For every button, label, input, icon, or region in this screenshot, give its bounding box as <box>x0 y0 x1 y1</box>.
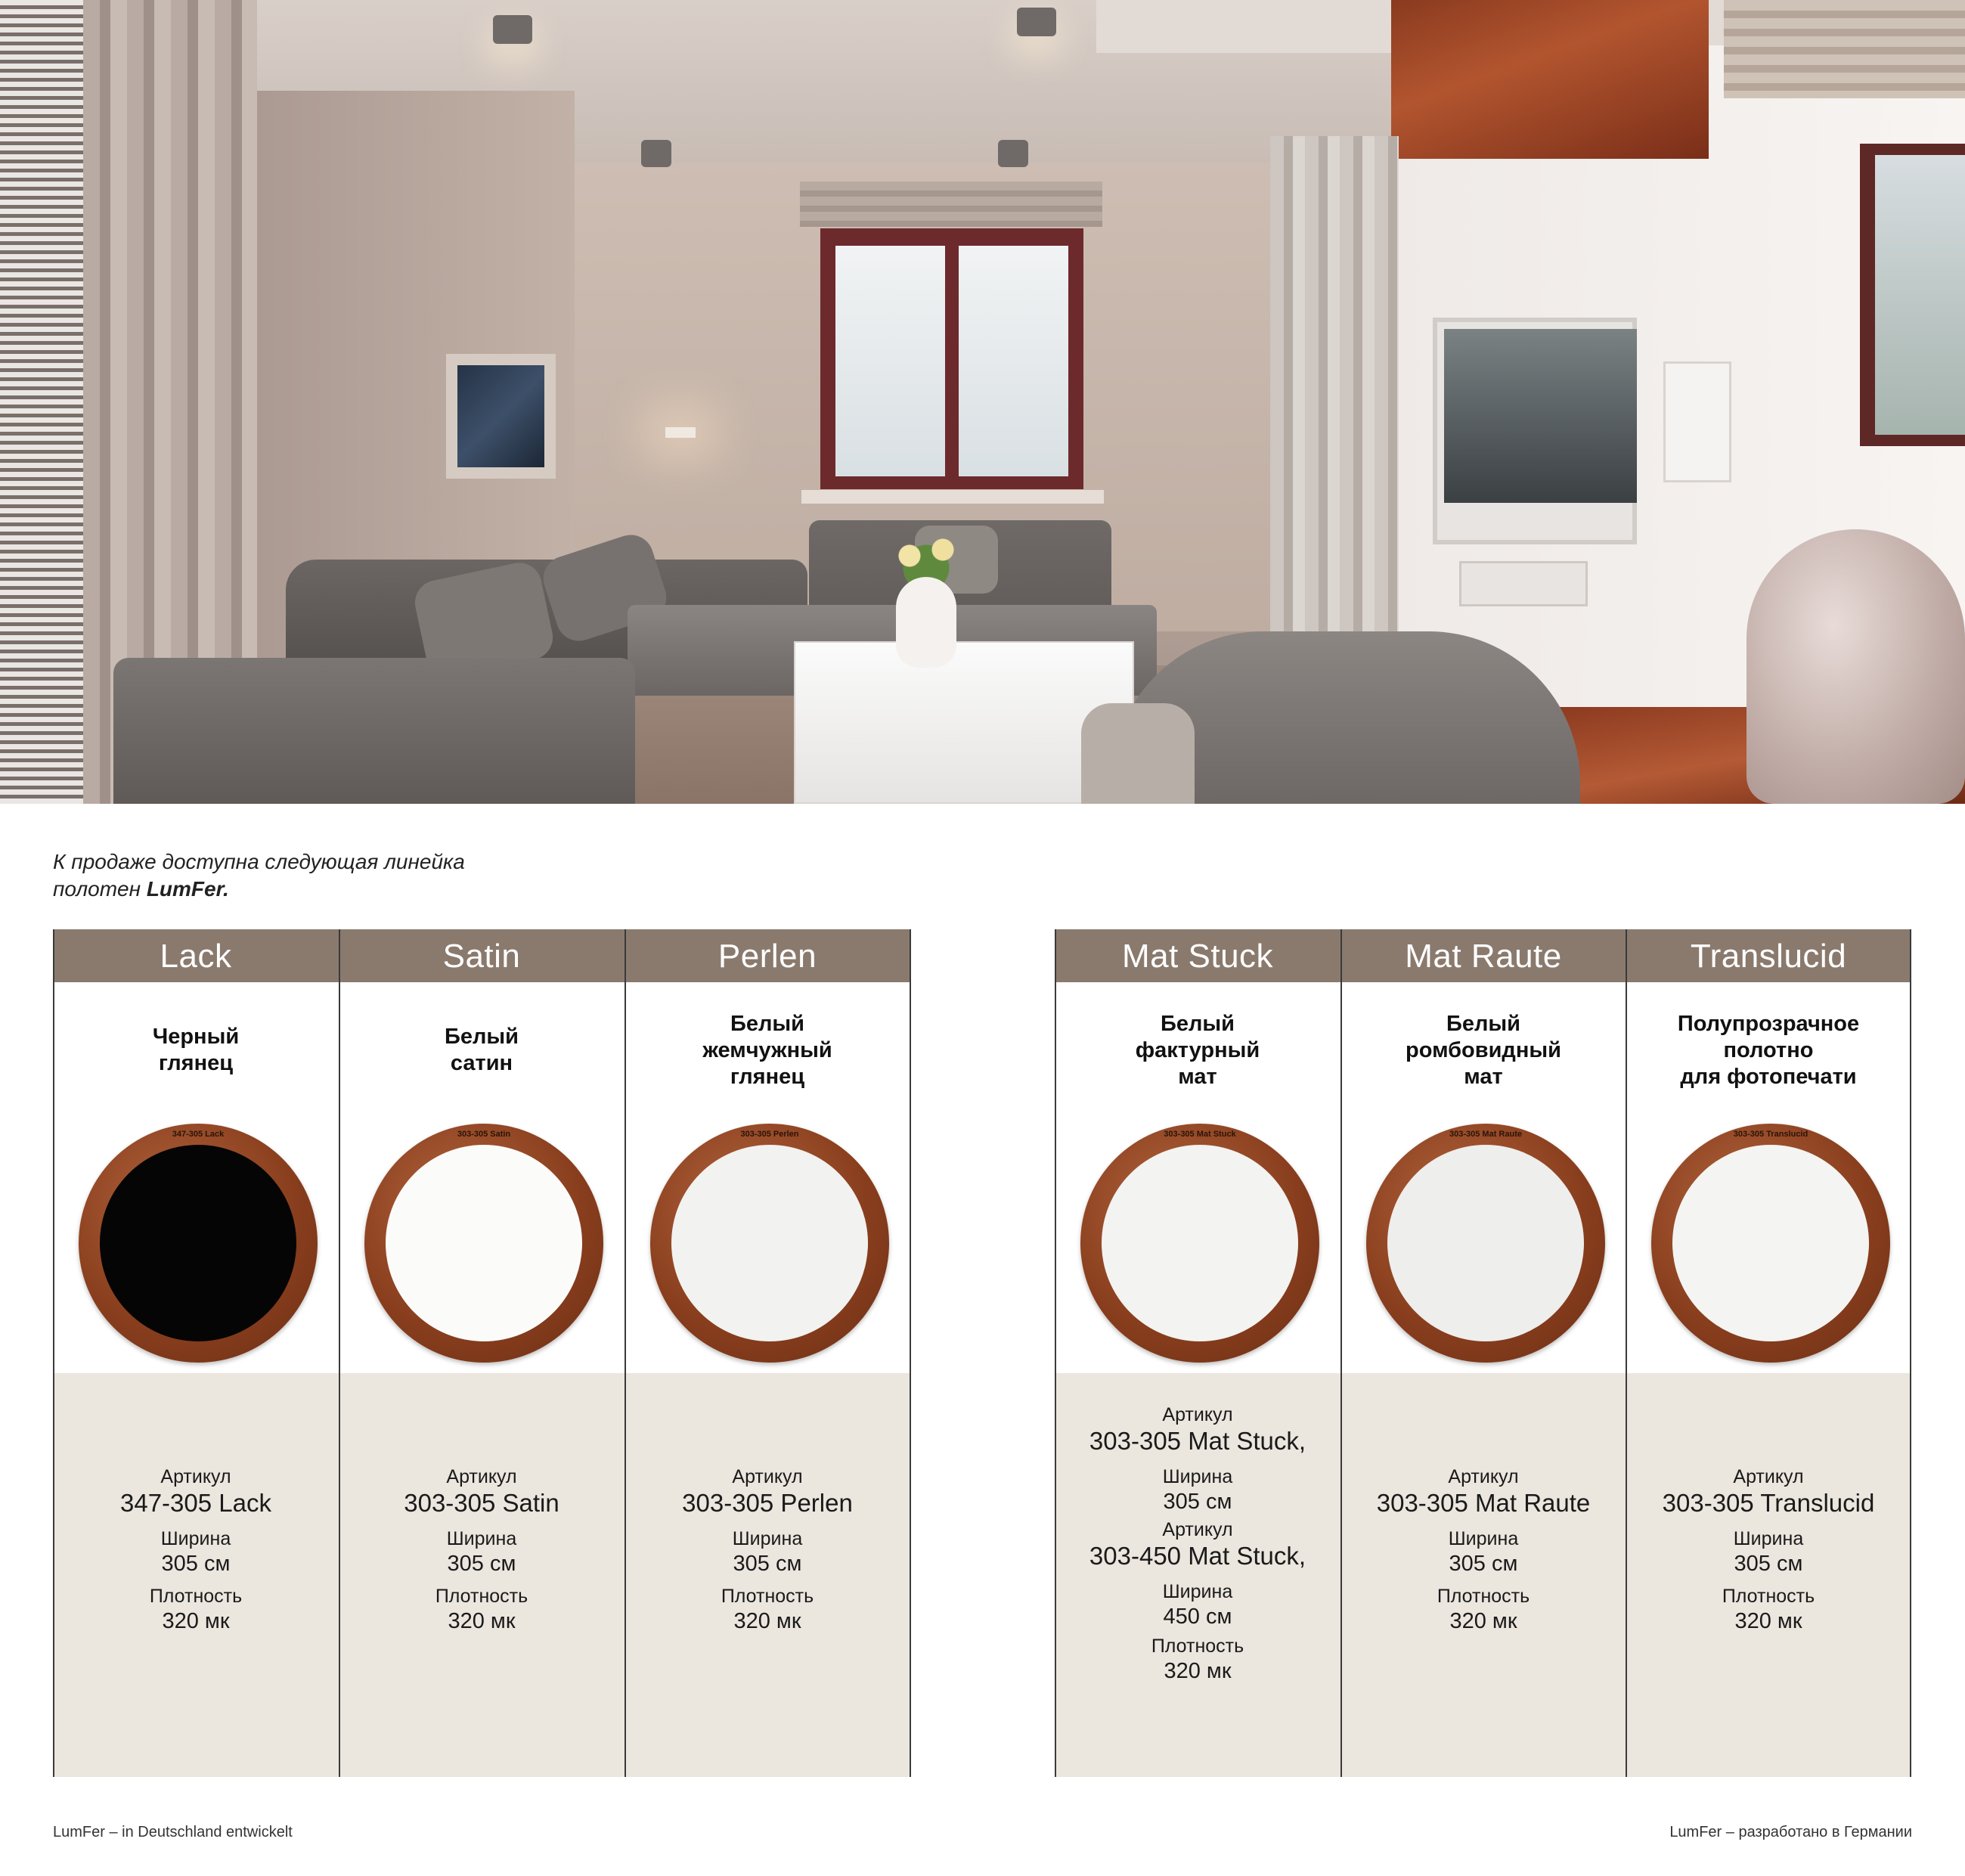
disc-code: 303-305 Perlen <box>740 1130 799 1139</box>
width-label: Ширина <box>446 1528 517 1549</box>
density-label: Плотность <box>149 1586 243 1607</box>
product-body <box>1055 982 1340 1373</box>
product-specs <box>339 1373 625 1777</box>
article-label: Артикул <box>1733 1466 1804 1487</box>
sample-disc <box>79 1124 318 1363</box>
sample-disc <box>1366 1124 1605 1363</box>
width-label: Ширина <box>1448 1528 1519 1549</box>
article-label: Артикул <box>1448 1466 1519 1487</box>
back-window-pane-right <box>959 246 1068 476</box>
width-value: 305 см <box>1734 1552 1803 1576</box>
back-window-pane-left <box>835 246 945 476</box>
disc-code: 347-305 Lack <box>172 1130 225 1139</box>
article-value: 303-305 Mat Stuck, <box>1089 1427 1306 1455</box>
density-value: 320 мк <box>733 1609 801 1633</box>
disc-surface <box>1102 1145 1298 1341</box>
width-label-2: Ширина <box>1162 1581 1233 1602</box>
wall-sconce <box>665 427 696 438</box>
intro-line-2 <box>53 876 733 903</box>
spec-block <box>339 1465 625 1635</box>
disc-code: 303-305 Mat Stuck <box>1164 1130 1236 1139</box>
article-value: 303-305 Satin <box>404 1489 559 1517</box>
small-vase <box>896 577 956 668</box>
article-value: 303-305 Mat Raute <box>1376 1489 1591 1517</box>
right-window-pane <box>1875 155 1965 435</box>
product-description: Черный глянец <box>152 1025 240 1075</box>
density-value: 320 мк <box>1164 1659 1232 1683</box>
width-value: 305 см <box>1449 1552 1518 1576</box>
density-label: Плотность <box>1151 1636 1244 1657</box>
article-label: Артикул <box>160 1466 231 1487</box>
article-value: 303-305 Translucid <box>1662 1489 1875 1517</box>
product-description: Белый фактурный мат <box>1135 1012 1260 1089</box>
product-name: Mat Stuck <box>1055 929 1340 982</box>
product-specs <box>53 1373 339 1777</box>
density-label: Плотность <box>721 1586 814 1607</box>
column-divider <box>1910 929 1911 1777</box>
density-value: 320 мк <box>448 1609 516 1633</box>
disc-surface <box>671 1145 868 1341</box>
article-label-2: Артикул <box>1162 1519 1233 1540</box>
article-value: 303-305 Perlen <box>682 1489 853 1517</box>
width-value-2: 450 см <box>1163 1605 1232 1629</box>
throw-blanket <box>1081 703 1195 804</box>
hero-photo-living-room <box>0 0 1965 804</box>
product-specs <box>1626 1373 1911 1777</box>
spec-block <box>625 1465 910 1635</box>
disc-surface <box>1672 1145 1869 1341</box>
spec-block <box>1055 1403 1340 1685</box>
disc-surface <box>1387 1145 1584 1341</box>
curtain-middle <box>1270 136 1399 665</box>
ceiling-spotlight <box>1017 8 1056 36</box>
product-column-translucid <box>1626 929 1911 1777</box>
column-divider <box>625 929 626 1777</box>
brand-name: LumFer. <box>146 877 229 901</box>
product-description: Полупрозрачное полотно для фотопечати <box>1677 1012 1860 1089</box>
density-value: 320 мк <box>1449 1609 1517 1633</box>
product-column-mat-stuck <box>1055 929 1340 1777</box>
width-value: 305 см <box>1163 1490 1232 1514</box>
sample-disc <box>650 1124 889 1363</box>
right-roman-blind <box>1724 0 1965 98</box>
product-body <box>339 982 625 1373</box>
product-column-lack <box>53 929 339 1777</box>
article-label: Артикул <box>732 1466 803 1487</box>
disc-surface <box>100 1145 296 1341</box>
column-divider <box>910 929 911 1777</box>
intro-line-2-prefix: полотен <box>53 877 147 901</box>
roman-blind <box>800 181 1102 227</box>
product-column-perlen <box>625 929 910 1777</box>
ceiling-spotlight <box>641 140 671 167</box>
sample-disc <box>364 1124 603 1363</box>
disc-code: 303-305 Satin <box>457 1130 511 1139</box>
product-specs <box>1340 1373 1626 1777</box>
product-name: Satin <box>339 929 625 982</box>
column-divider <box>1055 929 1056 1777</box>
article-label: Артикул <box>1162 1404 1233 1425</box>
tv-screen <box>1444 329 1637 503</box>
wall-painting <box>457 365 544 467</box>
product-specs <box>1055 1373 1340 1777</box>
width-label: Ширина <box>732 1528 803 1549</box>
product-column-mat-raute <box>1340 929 1626 1777</box>
footer-left: LumFer – in Deutschland entwickelt <box>53 1824 293 1840</box>
spec-block <box>1340 1465 1626 1635</box>
wall-speaker <box>1663 361 1731 482</box>
product-body <box>625 982 910 1373</box>
product-group-2 <box>1055 929 1911 1777</box>
spec-block <box>53 1465 339 1635</box>
product-name: Mat Raute <box>1340 929 1626 982</box>
product-name: Perlen <box>625 929 910 982</box>
venetian-blinds <box>0 0 83 804</box>
disc-surface <box>386 1145 582 1341</box>
disc-code: 303-305 Mat Raute <box>1449 1130 1522 1139</box>
floor-vase <box>1746 529 1965 804</box>
product-column-satin <box>339 929 625 1777</box>
ceiling-spotlight <box>493 15 532 44</box>
width-label: Ширина <box>1733 1528 1804 1549</box>
article-value: 347-305 Lack <box>120 1489 271 1517</box>
intro-text <box>53 848 733 903</box>
window-sill <box>801 490 1104 504</box>
ceiling-spotlight <box>998 140 1028 167</box>
density-label: Плотность <box>1437 1586 1530 1607</box>
product-name: Lack <box>53 929 339 982</box>
product-description: Белый жемчужный глянец <box>702 1012 832 1089</box>
product-body <box>1340 982 1626 1373</box>
column-divider <box>1340 929 1342 1777</box>
product-description: Белый ромбовидный мат <box>1406 1012 1561 1089</box>
spec-block <box>1626 1465 1911 1635</box>
width-label: Ширина <box>1162 1466 1233 1487</box>
article-label: Артикул <box>446 1466 517 1487</box>
width-value: 305 см <box>161 1552 231 1576</box>
column-divider <box>53 929 54 1777</box>
width-value: 305 см <box>733 1552 802 1576</box>
footer-right: LumFer – разработано в Германии <box>1669 1824 1912 1840</box>
density-label: Плотность <box>1722 1586 1815 1607</box>
product-description: Белый сатин <box>445 1025 519 1075</box>
column-divider <box>1626 929 1627 1777</box>
article-value-2: 303-450 Mat Stuck, <box>1089 1542 1306 1570</box>
sample-disc <box>1080 1124 1319 1363</box>
wood-beam <box>1391 0 1709 159</box>
sample-disc <box>1651 1124 1890 1363</box>
density-value: 320 мк <box>1734 1609 1802 1633</box>
disc-code: 303-305 Translucid <box>1733 1130 1808 1139</box>
density-label: Плотность <box>435 1586 528 1607</box>
intro-line-1: К продаже доступна следующая линейка <box>53 850 465 873</box>
sofa-seat <box>113 658 635 804</box>
product-body <box>1626 982 1911 1373</box>
width-label: Ширина <box>160 1528 231 1549</box>
product-group-1 <box>53 929 911 1777</box>
width-value: 305 см <box>447 1552 516 1576</box>
product-specs <box>625 1373 910 1777</box>
center-speaker <box>1459 561 1588 606</box>
product-name: Translucid <box>1626 929 1911 982</box>
column-divider <box>339 929 340 1777</box>
density-value: 320 мк <box>162 1609 230 1633</box>
product-body <box>53 982 339 1373</box>
